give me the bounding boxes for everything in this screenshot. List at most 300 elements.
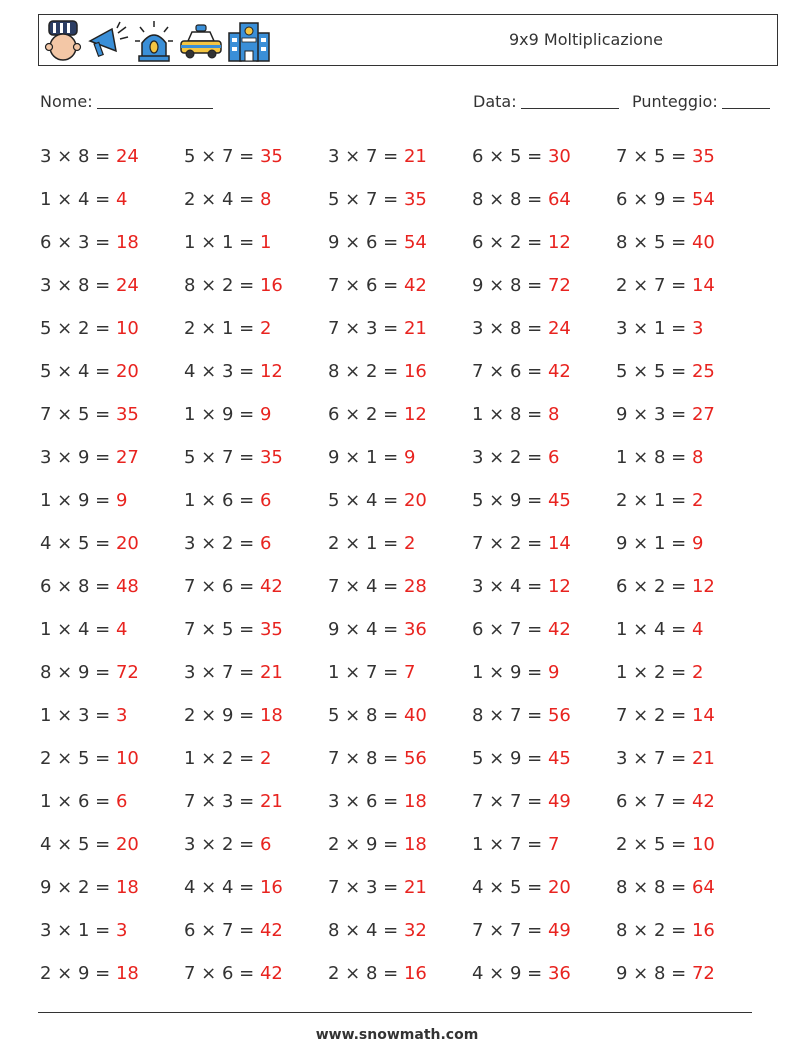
problem-cell: [472, 533, 616, 554]
problem-answer: 42: [403, 275, 427, 296]
problem-question: 4 × 5 =: [40, 834, 111, 855]
problem-cell: [328, 275, 472, 296]
problem-row: [40, 823, 760, 866]
problem-cell: [184, 619, 328, 640]
problem-question: 4 × 5 =: [40, 533, 111, 554]
problem-cell: [328, 662, 472, 683]
problem-cell: [40, 748, 184, 769]
problem-question: 9 × 6 =: [328, 232, 399, 253]
problem-question: 6 × 2 =: [472, 232, 543, 253]
problem-answer: 42: [547, 361, 571, 382]
problem-cell: [40, 791, 184, 812]
problem-question: 8 × 7 =: [472, 705, 543, 726]
problem-question: 9 × 3 =: [616, 404, 687, 425]
problem-row: [40, 780, 760, 823]
problem-question: 1 × 4 =: [616, 619, 687, 640]
problem-cell: [328, 232, 472, 253]
problem-cell: [616, 834, 760, 855]
problem-cell: [184, 791, 328, 812]
problem-answer: 20: [403, 490, 427, 511]
problem-question: 1 × 7 =: [328, 662, 399, 683]
problem-question: 7 × 8 =: [328, 748, 399, 769]
problem-question: 4 × 9 =: [472, 963, 543, 984]
problem-cell: [40, 920, 184, 941]
problem-question: 7 × 3 =: [328, 318, 399, 339]
problem-answer: 18: [115, 963, 139, 984]
problem-question: 5 × 7 =: [184, 146, 255, 167]
problem-question: 7 × 3 =: [184, 791, 255, 812]
problem-answer: 7: [403, 662, 416, 683]
problem-question: 8 × 5 =: [616, 232, 687, 253]
problem-answer: 24: [115, 146, 139, 167]
problem-answer: 6: [259, 834, 272, 855]
problem-answer: 3: [115, 920, 128, 941]
problem-answer: 2: [259, 748, 272, 769]
problem-question: 1 × 9 =: [184, 404, 255, 425]
problem-cell: [616, 662, 760, 683]
problem-cell: [472, 877, 616, 898]
problem-answer: 16: [403, 361, 427, 382]
problem-cell: [328, 490, 472, 511]
problem-cell: [40, 834, 184, 855]
problem-answer: 28: [403, 576, 427, 597]
problem-question: 7 × 6 =: [184, 576, 255, 597]
problem-answer: 6: [259, 533, 272, 554]
problem-question: 1 × 1 =: [184, 232, 255, 253]
problem-question: 7 × 6 =: [328, 275, 399, 296]
problem-answer: 12: [547, 576, 571, 597]
score-field[interactable]: [632, 92, 770, 111]
problem-answer: 54: [403, 232, 427, 253]
problem-answer: 24: [547, 318, 571, 339]
problem-cell: [40, 146, 184, 167]
problem-cell: [472, 576, 616, 597]
problem-question: 7 × 5 =: [616, 146, 687, 167]
problem-cell: [616, 189, 760, 210]
problem-row: [40, 866, 760, 909]
problem-cell: [616, 705, 760, 726]
problem-question: 2 × 9 =: [184, 705, 255, 726]
problem-cell: [328, 877, 472, 898]
problem-row: [40, 909, 760, 952]
problem-cell: [616, 275, 760, 296]
problem-row: [40, 393, 760, 436]
name-blank[interactable]: [97, 92, 213, 109]
problem-question: 1 × 4 =: [40, 619, 111, 640]
problem-question: 5 × 9 =: [472, 490, 543, 511]
problem-answer: 35: [691, 146, 715, 167]
problem-question: 2 × 1 =: [616, 490, 687, 511]
problem-question: 1 × 9 =: [472, 662, 543, 683]
problem-question: 6 × 9 =: [616, 189, 687, 210]
problem-answer: 10: [115, 318, 139, 339]
problem-answer: 35: [259, 146, 283, 167]
problem-answer: 1: [259, 232, 272, 253]
problem-cell: [40, 576, 184, 597]
problem-question: 2 × 7 =: [616, 275, 687, 296]
problem-answer: 14: [547, 533, 571, 554]
problem-answer: 21: [403, 146, 427, 167]
header-icons: [43, 18, 271, 64]
problem-question: 9 × 8 =: [472, 275, 543, 296]
problem-answer: 45: [547, 490, 571, 511]
problem-cell: [472, 791, 616, 812]
problem-cell: [184, 447, 328, 468]
problem-row: [40, 952, 760, 995]
problem-cell: [472, 447, 616, 468]
problem-cell: [472, 920, 616, 941]
problem-answer: 6: [259, 490, 272, 511]
problem-cell: [184, 920, 328, 941]
problem-answer: 2: [259, 318, 272, 339]
problem-answer: 9: [259, 404, 272, 425]
problem-question: 7 × 5 =: [184, 619, 255, 640]
problem-cell: [472, 404, 616, 425]
problem-answer: 21: [691, 748, 715, 769]
problem-answer: 4: [115, 189, 128, 210]
problem-question: 1 × 7 =: [472, 834, 543, 855]
problem-answer: 20: [115, 361, 139, 382]
problem-cell: [184, 963, 328, 984]
problem-question: 8 × 9 =: [40, 662, 111, 683]
problem-answer: 8: [547, 404, 560, 425]
problem-question: 5 × 5 =: [616, 361, 687, 382]
problem-question: 3 × 4 =: [472, 576, 543, 597]
problem-answer: 2: [691, 662, 704, 683]
problem-answer: 64: [547, 189, 571, 210]
problem-answer: 56: [403, 748, 427, 769]
problem-question: 6 × 5 =: [472, 146, 543, 167]
problem-question: 7 × 7 =: [472, 791, 543, 812]
problem-grid: [40, 135, 760, 995]
problem-answer: 21: [259, 662, 283, 683]
problem-answer: 30: [547, 146, 571, 167]
problem-answer: 4: [691, 619, 704, 640]
problem-row: [40, 350, 760, 393]
problem-row: [40, 565, 760, 608]
problem-cell: [40, 877, 184, 898]
problem-question: 3 × 2 =: [472, 447, 543, 468]
problem-question: 6 × 8 =: [40, 576, 111, 597]
problem-question: 1 × 3 =: [40, 705, 111, 726]
police-station-icon: [227, 19, 271, 63]
problem-cell: [328, 834, 472, 855]
problem-answer: 35: [403, 189, 427, 210]
problem-question: 6 × 7 =: [184, 920, 255, 941]
problem-answer: 3: [115, 705, 128, 726]
problem-question: 2 × 1 =: [328, 533, 399, 554]
problem-answer: 32: [403, 920, 427, 941]
problem-question: 3 × 1 =: [616, 318, 687, 339]
problem-question: 4 × 4 =: [184, 877, 255, 898]
problem-answer: 27: [115, 447, 139, 468]
problem-answer: 2: [691, 490, 704, 511]
problem-cell: [328, 576, 472, 597]
problem-question: 3 × 8 =: [472, 318, 543, 339]
problem-question: 6 × 2 =: [616, 576, 687, 597]
problem-answer: 6: [547, 447, 560, 468]
problem-cell: [40, 447, 184, 468]
problem-question: 7 × 5 =: [40, 404, 111, 425]
problem-question: 2 × 9 =: [40, 963, 111, 984]
problem-row: [40, 135, 760, 178]
problem-row: [40, 307, 760, 350]
problem-cell: [616, 963, 760, 984]
problem-row: [40, 608, 760, 651]
problem-cell: [40, 318, 184, 339]
problem-cell: [184, 877, 328, 898]
problem-row: [40, 221, 760, 264]
problem-question: 8 × 8 =: [472, 189, 543, 210]
problem-question: 8 × 2 =: [184, 275, 255, 296]
problem-cell: [40, 361, 184, 382]
problem-row: [40, 264, 760, 307]
problem-question: 3 × 8 =: [40, 146, 111, 167]
problem-question: 3 × 1 =: [40, 920, 111, 941]
problem-cell: [184, 318, 328, 339]
problem-cell: [184, 490, 328, 511]
problem-cell: [40, 705, 184, 726]
problem-question: 3 × 7 =: [328, 146, 399, 167]
problem-answer: 10: [115, 748, 139, 769]
problem-answer: 10: [691, 834, 715, 855]
problem-row: [40, 694, 760, 737]
problem-row: [40, 737, 760, 780]
problem-cell: [328, 920, 472, 941]
problem-question: 6 × 2 =: [328, 404, 399, 425]
problem-cell: [184, 232, 328, 253]
problem-answer: 4: [115, 619, 128, 640]
problem-cell: [184, 662, 328, 683]
problem-cell: [616, 619, 760, 640]
problem-question: 9 × 4 =: [328, 619, 399, 640]
problem-answer: 21: [403, 318, 427, 339]
problem-row: [40, 479, 760, 522]
problem-answer: 16: [403, 963, 427, 984]
problem-cell: [472, 318, 616, 339]
problem-cell: [616, 318, 760, 339]
problem-answer: 45: [547, 748, 571, 769]
problem-answer: 6: [115, 791, 128, 812]
problem-cell: [184, 576, 328, 597]
problem-cell: [328, 619, 472, 640]
problem-answer: 16: [259, 877, 283, 898]
problem-question: 1 × 8 =: [472, 404, 543, 425]
problem-question: 3 × 7 =: [616, 748, 687, 769]
problem-question: 3 × 8 =: [40, 275, 111, 296]
problem-cell: [616, 490, 760, 511]
problem-answer: 72: [115, 662, 139, 683]
problem-cell: [616, 920, 760, 941]
problem-cell: [328, 189, 472, 210]
name-label: Nome:: [40, 92, 93, 111]
problem-cell: [184, 404, 328, 425]
problem-question: 2 × 5 =: [40, 748, 111, 769]
problem-question: 2 × 8 =: [328, 963, 399, 984]
problem-cell: [184, 146, 328, 167]
problem-question: 8 × 2 =: [616, 920, 687, 941]
problem-answer: 18: [115, 232, 139, 253]
problem-answer: 21: [403, 877, 427, 898]
problem-question: 6 × 7 =: [472, 619, 543, 640]
problem-question: 7 × 3 =: [328, 877, 399, 898]
name-field[interactable]: [40, 92, 213, 111]
problem-question: 1 × 8 =: [616, 447, 687, 468]
police-officer-icon: [43, 19, 83, 63]
problem-question: 2 × 1 =: [184, 318, 255, 339]
problem-answer: 36: [547, 963, 571, 984]
problem-question: 5 × 7 =: [328, 189, 399, 210]
problem-cell: [616, 576, 760, 597]
problem-answer: 8: [259, 189, 272, 210]
problem-cell: [184, 189, 328, 210]
problem-answer: 40: [691, 232, 715, 253]
problem-row: [40, 436, 760, 479]
footer-url: www.snowmath.com: [315, 1027, 479, 1043]
problem-cell: [328, 748, 472, 769]
problem-answer: 18: [259, 705, 283, 726]
problem-cell: [40, 404, 184, 425]
problem-answer: 3: [691, 318, 704, 339]
problem-question: 3 × 7 =: [184, 662, 255, 683]
problem-question: 9 × 1 =: [616, 533, 687, 554]
problem-cell: [472, 619, 616, 640]
problem-answer: 36: [403, 619, 427, 640]
problem-answer: 20: [547, 877, 571, 898]
problem-answer: 9: [403, 447, 416, 468]
problem-answer: 9: [691, 533, 704, 554]
problem-cell: [472, 361, 616, 382]
problem-answer: 18: [403, 791, 427, 812]
problem-answer: 35: [115, 404, 139, 425]
problem-question: 5 × 4 =: [328, 490, 399, 511]
problem-cell: [328, 533, 472, 554]
problem-question: 1 × 6 =: [40, 791, 111, 812]
problem-answer: 54: [691, 189, 715, 210]
problem-cell: [616, 146, 760, 167]
problem-question: 3 × 6 =: [328, 791, 399, 812]
problem-cell: [40, 275, 184, 296]
problem-question: 7 × 4 =: [328, 576, 399, 597]
problem-cell: [616, 533, 760, 554]
problem-answer: 35: [259, 619, 283, 640]
problem-answer: 9: [547, 662, 560, 683]
problem-question: 5 × 8 =: [328, 705, 399, 726]
problem-cell: [40, 232, 184, 253]
problem-question: 7 × 2 =: [616, 705, 687, 726]
problem-answer: 42: [259, 920, 283, 941]
problem-cell: [40, 189, 184, 210]
problem-answer: 12: [403, 404, 427, 425]
problem-answer: 16: [259, 275, 283, 296]
problem-question: 1 × 2 =: [616, 662, 687, 683]
siren-icon: [133, 19, 175, 63]
problem-cell: [616, 232, 760, 253]
problem-cell: [472, 748, 616, 769]
problem-cell: [40, 662, 184, 683]
problem-question: 8 × 2 =: [328, 361, 399, 382]
problem-question: 9 × 2 =: [40, 877, 111, 898]
problem-question: 2 × 9 =: [328, 834, 399, 855]
problem-cell: [40, 490, 184, 511]
problem-answer: 12: [691, 576, 715, 597]
problem-answer: 24: [115, 275, 139, 296]
problem-answer: 72: [691, 963, 715, 984]
problem-answer: 14: [691, 275, 715, 296]
problem-answer: 42: [259, 963, 283, 984]
problem-question: 5 × 7 =: [184, 447, 255, 468]
police-car-icon: [178, 19, 224, 63]
problem-answer: 25: [691, 361, 715, 382]
problem-answer: 64: [691, 877, 715, 898]
problem-question: 1 × 4 =: [40, 189, 111, 210]
problem-cell: [40, 533, 184, 554]
problem-question: 3 × 2 =: [184, 533, 255, 554]
problem-answer: 12: [259, 361, 283, 382]
problem-question: 3 × 2 =: [184, 834, 255, 855]
problem-answer: 42: [259, 576, 283, 597]
problem-answer: 18: [115, 877, 139, 898]
problem-question: 7 × 6 =: [184, 963, 255, 984]
problem-question: 2 × 5 =: [616, 834, 687, 855]
problem-cell: [328, 361, 472, 382]
problem-answer: 40: [403, 705, 427, 726]
score-blank[interactable]: [722, 92, 770, 109]
problem-cell: [472, 662, 616, 683]
date-field[interactable]: [473, 92, 619, 111]
date-label: Data:: [473, 92, 517, 111]
problem-answer: 21: [259, 791, 283, 812]
problem-question: 1 × 9 =: [40, 490, 111, 511]
problem-cell: [472, 232, 616, 253]
problem-cell: [616, 361, 760, 382]
problem-cell: [184, 361, 328, 382]
header-box: [38, 14, 778, 66]
problem-cell: [40, 963, 184, 984]
problem-question: 8 × 8 =: [616, 877, 687, 898]
problem-answer: 49: [547, 920, 571, 941]
problem-cell: [184, 748, 328, 769]
problem-question: 4 × 5 =: [472, 877, 543, 898]
date-blank[interactable]: [521, 92, 619, 109]
problem-answer: 2: [403, 533, 416, 554]
problem-row: [40, 651, 760, 694]
megaphone-icon: [86, 19, 130, 63]
problem-question: 6 × 7 =: [616, 791, 687, 812]
problem-cell: [472, 963, 616, 984]
problem-answer: 18: [403, 834, 427, 855]
problem-cell: [184, 533, 328, 554]
problem-row: [40, 522, 760, 565]
problem-answer: 49: [547, 791, 571, 812]
problem-cell: [616, 748, 760, 769]
problem-question: 7 × 7 =: [472, 920, 543, 941]
problem-cell: [328, 318, 472, 339]
problem-cell: [472, 490, 616, 511]
problem-question: 8 × 4 =: [328, 920, 399, 941]
problem-cell: [616, 404, 760, 425]
problem-cell: [328, 791, 472, 812]
problem-answer: 27: [691, 404, 715, 425]
problem-answer: 42: [691, 791, 715, 812]
problem-answer: 56: [547, 705, 571, 726]
problem-cell: [328, 404, 472, 425]
problem-question: 7 × 6 =: [472, 361, 543, 382]
problem-question: 1 × 2 =: [184, 748, 255, 769]
problem-cell: [40, 619, 184, 640]
problem-answer: 8: [691, 447, 704, 468]
problem-question: 1 × 6 =: [184, 490, 255, 511]
